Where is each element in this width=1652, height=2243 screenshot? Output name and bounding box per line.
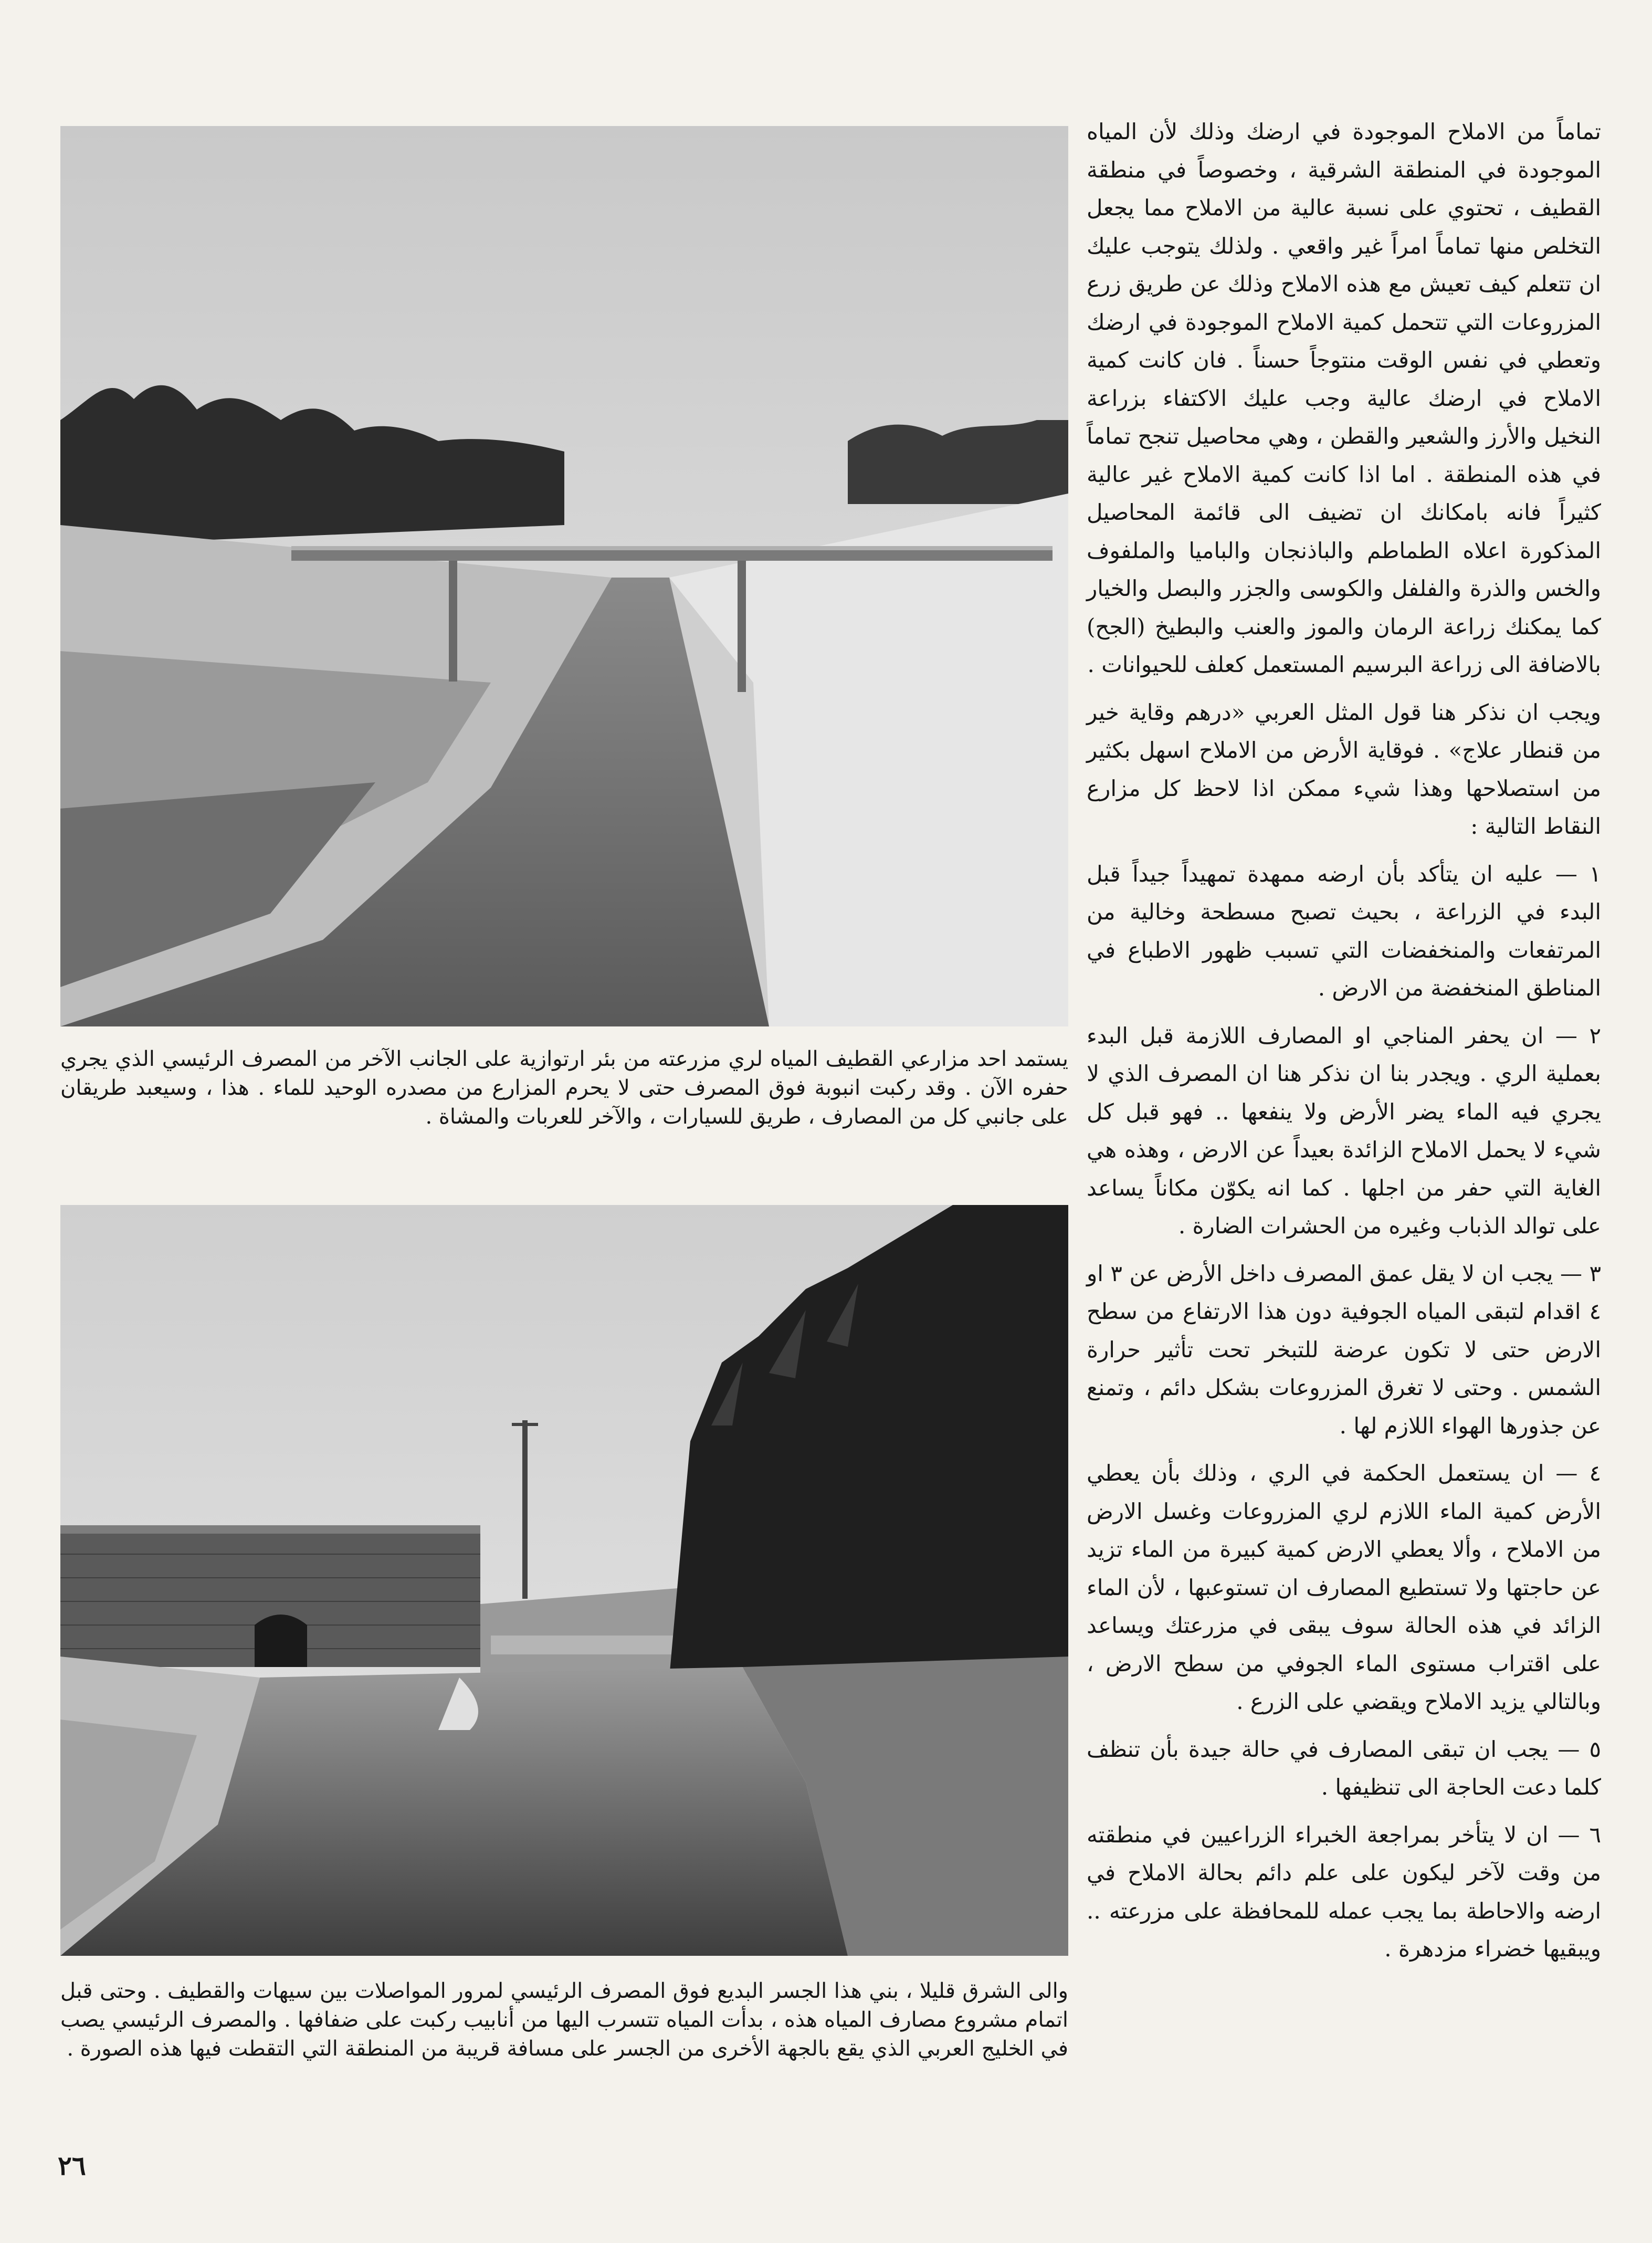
photo-pipe-over-drain (60, 126, 1068, 1026)
caption-bottom (60, 1977, 1068, 2063)
article-column (1087, 113, 1601, 1978)
article-point-3: ٣ — يجب ان لا يقل عمق المصرف داخل الأرض عن ٣ او ٤ اقدام لتبقى المياه الجوفية دون هذا الارتفاع من سطح الارض حتى لا تكون عرضة للتبخر تحت تأثير حرارة الشمس . وحتى لا تغرق المزروعات بشكل دائم ، وتمنع عن جذورها الهواء اللازم لها . (1087, 1260, 1601, 1439)
photo-bridge-over-drain (60, 1205, 1068, 1956)
article-paragraph: تماماً من الاملاح الموجودة في ارضك وذلك لأن المياه الموجودة في المنطقة الشرقية ، وخصوصاً في منطقة القطيف ، تحتوي على نسبة عالية من الاملاح مما يجعل التخلص منها تماماً امراً غير واقعي . ولذلك يتوجب عليك ان تتعلم كيف تعيش مع هذه الاملاح وذلك عن طريق زرع المزروعات التي تتحمل كمية الاملاح الموجودة في ارضك وتعطي في نفس الوقت منتوجاً حسناً . فان كانت كمية الاملاح في ارضك عالية وجب عليك الاكتفاء بزراعة النخيل والأرز والشعير والقطن ، وهي محاصيل تنجح تماماً في هذه المنطقة . اما اذا كانت كمية الاملاح غير عالية كثيراً فانه بامكانك ان تضيف الى قائمة المحاصيل المذكورة اعلاه الطماطم والباذنجان والباميا والملفوف والخس والذرة والفلفل والكوسى والجزر والبصل والخيار كما يمكنك زراعة الرمان والموز والعنب والبطيخ (الجح) بالاضافة الى زراعة البرسيم المستعمل كعلف للحيوانات . (1087, 119, 1601, 677)
article-point-2: ٢ — ان يحفر المناجي او المصارف اللازمة قبل البدء بعملية الري . ويجدر بنا ان نذكر هنا ان المصرف الذي لا يجري فيه الماء يضر الأرض ولا ينفعها .. فهو قبل كل شيء لا يحمل الاملاح الزائدة بعيداً عن الارض ، وهذه هي الغاية التي حفر من اجلها . كما انه يكوّن مكاناً يساعد على توالد الذباب وغيره من الحشرات الضارة . (1087, 1022, 1601, 1239)
caption-top-text: يستمد احد مزارعي القطيف المياه لري مزرعته من بئر ارتوازية على الجانب الآخر من المصرف الرئيسي الذي يجري حفره الآن . وقد ركبت انبوبة فوق المصرف حتى لا يحرم المزارع من مصدره الوحيد للماء . هذا ، وسيعبد طريقان على جانبي كل من المصارف ، طريق للسيارات ، والآخر للعربات والمشاة . (60, 1047, 1068, 1129)
photo-pipe-over-drain-image (60, 126, 1068, 1026)
caption-top (60, 1045, 1068, 1131)
article-point-6: ٦ — ان لا يتأخر بمراجعة الخبراء الزراعيين في منطقته من وقت لآخر ليكون على علم دائم بحالة الاملاح في ارضه والاحاطة بما يجب عمله للمحافظة على مزرعته .. ويبقيها خضراء مزدهرة . (1087, 1821, 1601, 1962)
caption-bottom-text: والى الشرق قليلا ، بني هذا الجسر البديع فوق المصرف الرئيسي لمرور المواصلات بين سيهات والقطيف . وحتى قبل اتمام مشروع مصارف المياه هذه ، بدأت المياه تتسرب اليها من أنابيب ركبت على ضفافها . والمصرف الرئيسي يصب في الخليج العربي الذي يقع بالجهة الأخرى من الجسر على مسافة قريبة من المنطقة التي التقطت فيها هذه الصورة . (60, 1979, 1068, 2061)
photo-bridge-over-drain-image (60, 1205, 1068, 1956)
article-point-5: ٥ — يجب ان تبقى المصارف في حالة جيدة بأن تنظف كلما دعت الحاجة الى تنظيفها . (1087, 1736, 1601, 1800)
article-point-4: ٤ — ان يستعمل الحكمة في الري ، وذلك بأن يعطي الأرض كمية الماء اللازم لري المزروعات وغسل الارض من الاملاح ، وألا يعطي الارض كمية كبيرة من الماء تزيد عن حاجتها ولا تستطيع المصارف ان تستوعبها ، لأن الماء الزائد في هذه الحالة سوف يبقى في مزرعتك ويساعد على اقتراب مستوى الماء الجوفي من سطح الارض ، وبالتالي يزيد الاملاح ويقضي على الزرع . (1087, 1460, 1601, 1714)
article-paragraph: ويجب ان نذكر هنا قول المثل العربي «درهم وقاية خير من قنطار علاج» . فوقاية الأرض من الاملاح اسهل بكثير من استصلاحها وهذا شيء ممكن اذا لاحظ كل مزارع النقاط التالية : (1087, 699, 1601, 839)
page-number: ٢٦ (58, 2150, 86, 2181)
article-point-1: ١ — عليه ان يتأكد بأن ارضه ممهدة تمهيداً جيداً قبل البدء في الزراعة ، بحيث تصبح مسطحة وخالية من المرتفعات والمنخفضات التي تسبب ظهور الاطباع في المناطق المنخفضة من الارض . (1087, 861, 1601, 1001)
